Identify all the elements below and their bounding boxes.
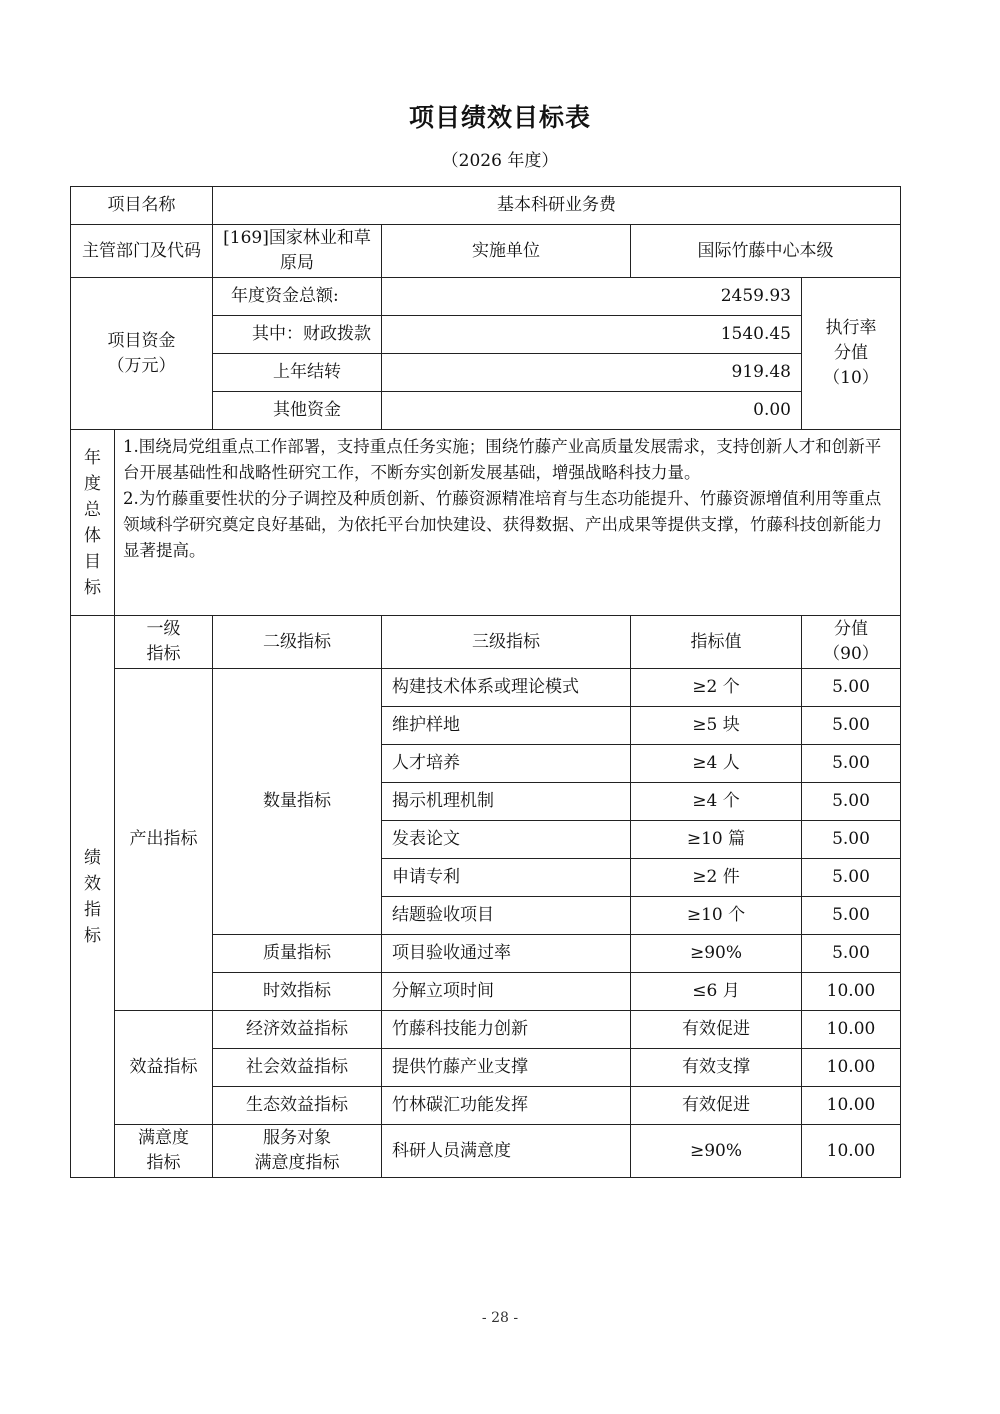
indicator-value: 有效促进 bbox=[631, 1011, 802, 1049]
indicator-score: 5.00 bbox=[802, 821, 901, 859]
goal-label-char: 标 bbox=[84, 577, 101, 598]
goal-label-char: 年 bbox=[84, 447, 101, 468]
exec-rate-line1: 执行率 bbox=[825, 318, 877, 338]
indicator-score: 10.00 bbox=[802, 1049, 901, 1087]
indicator-score: 5.00 bbox=[802, 935, 901, 973]
goal-label-char: 体 bbox=[84, 525, 101, 546]
perf-label-char: 绩 bbox=[84, 847, 101, 868]
indicator-score: 10.00 bbox=[802, 1011, 901, 1049]
exec-rate-line2: 分值 bbox=[834, 343, 868, 363]
indicator-name: 发表论文 bbox=[382, 821, 631, 859]
funds-carryover-label: 上年结转 bbox=[213, 354, 382, 392]
satisfaction-label-line2: 指标 bbox=[146, 1153, 181, 1173]
indicator-value: ≥4 个 bbox=[631, 783, 802, 821]
indicator-name: 维护样地 bbox=[382, 707, 631, 745]
page-title: 项目绩效目标表 bbox=[408, 103, 591, 132]
indicator-name: 提供竹藤产业支撑 bbox=[382, 1049, 631, 1087]
goal-label-char: 总 bbox=[84, 499, 101, 520]
perf-label-char: 效 bbox=[84, 873, 101, 894]
header-level1-line2: 指标 bbox=[146, 644, 181, 664]
indicator-value: 有效促进 bbox=[631, 1087, 802, 1125]
output-indicator-label: 产出指标 bbox=[115, 669, 213, 1011]
goal-paragraph-1: 1.围绕局党组重点工作部署，支持重点任务实施；围绕竹藤产业高质量发展需求，支持创新人才和创新平台开展基础性和战略性研究工作，不断夯实创新发展基础，增强战略科技力量。 bbox=[123, 437, 882, 482]
timeliness-indicator-label: 时效指标 bbox=[213, 973, 382, 1011]
goal-label bbox=[71, 430, 115, 616]
funds-other-value: 0.00 bbox=[382, 392, 802, 430]
indicator-name: 科研人员满意度 bbox=[382, 1125, 631, 1178]
indicator-score: 5.00 bbox=[802, 859, 901, 897]
satisfaction-sub-label bbox=[213, 1125, 382, 1178]
goal-paragraph-2: 2.为竹藤重要性状的分子调控及种质创新、竹藤资源精准培育与生态功能提升、竹藤资源增值利用等重点领域科学研究奠定良好基础，为依托平台加快建设、获得数据、产出成果等提供支撑，竹藤科技创新能力显著提高。 bbox=[123, 489, 882, 560]
header-value: 指标值 bbox=[631, 616, 802, 669]
header-score-line2: （90） bbox=[823, 644, 879, 664]
funds-fiscal-label: 其中：财政拨款 bbox=[213, 316, 382, 354]
goal-label-char: 度 bbox=[84, 473, 101, 494]
header-level2: 二级指标 bbox=[213, 616, 382, 669]
indicator-score: 5.00 bbox=[802, 745, 901, 783]
indicator-name: 人才培养 bbox=[382, 745, 631, 783]
perf-label bbox=[71, 616, 115, 1178]
exec-rate-score bbox=[802, 278, 901, 430]
header-score bbox=[802, 616, 901, 669]
unit-label: 实施单位 bbox=[382, 225, 631, 278]
perf-label-char: 指 bbox=[84, 899, 101, 920]
indicator-name: 结题验收项目 bbox=[382, 897, 631, 935]
perf-label-char: 标 bbox=[84, 925, 101, 946]
indicator-score: 10.00 bbox=[802, 1087, 901, 1125]
indicator-name: 项目验收通过率 bbox=[382, 935, 631, 973]
goal-text bbox=[115, 430, 901, 616]
indicator-value: ≥10 个 bbox=[631, 897, 802, 935]
indicator-score: 5.00 bbox=[802, 783, 901, 821]
satisfaction-label-line1: 满意度 bbox=[138, 1128, 189, 1148]
funds-label bbox=[71, 278, 213, 430]
indicator-score: 5.00 bbox=[802, 897, 901, 935]
header-score-line1: 分值 bbox=[834, 619, 868, 639]
indicator-value: ≥5 块 bbox=[631, 707, 802, 745]
header-level1-line1: 一级 bbox=[146, 619, 181, 639]
indicator-name: 竹藤科技能力创新 bbox=[382, 1011, 631, 1049]
benefit-sub-label: 经济效益指标 bbox=[213, 1011, 382, 1049]
quantity-indicator-label: 数量指标 bbox=[213, 669, 382, 935]
benefit-sub-label: 生态效益指标 bbox=[213, 1087, 382, 1125]
satisfaction-sub-line2: 满意度指标 bbox=[254, 1153, 340, 1173]
indicator-score: 10.00 bbox=[802, 973, 901, 1011]
header-level3: 三级指标 bbox=[382, 616, 631, 669]
goal-label-char: 目 bbox=[84, 551, 101, 572]
indicator-value: ≥90% bbox=[631, 935, 802, 973]
indicator-value: 有效支撑 bbox=[631, 1049, 802, 1087]
dept-value: [169]国家林业和草原局 bbox=[213, 225, 382, 278]
benefit-sub-label: 社会效益指标 bbox=[213, 1049, 382, 1087]
funds-total-label: 年度资金总额: bbox=[213, 278, 382, 316]
funds-carryover-value: 919.48 bbox=[382, 354, 802, 392]
project-name-value: 基本科研业务费 bbox=[213, 187, 901, 225]
indicator-score: 5.00 bbox=[802, 707, 901, 745]
satisfaction-sub-line1: 服务对象 bbox=[263, 1128, 331, 1148]
funds-fiscal-value: 1540.45 bbox=[382, 316, 802, 354]
indicator-name: 构建技术体系或理论模式 bbox=[382, 669, 631, 707]
indicator-value: ≥10 篇 bbox=[631, 821, 802, 859]
indicator-value: ≥2 个 bbox=[631, 669, 802, 707]
performance-table bbox=[70, 186, 901, 1178]
indicator-name: 分解立项时间 bbox=[382, 973, 631, 1011]
indicator-name: 揭示机理机制 bbox=[382, 783, 631, 821]
indicator-score: 5.00 bbox=[802, 669, 901, 707]
project-name-label: 项目名称 bbox=[71, 187, 213, 225]
indicator-value: ≥90% bbox=[631, 1125, 802, 1178]
page-number: - 28 - bbox=[481, 1310, 519, 1326]
indicator-value: ≤6 月 bbox=[631, 973, 802, 1011]
indicator-score: 10.00 bbox=[802, 1125, 901, 1178]
dept-label: 主管部门及代码 bbox=[71, 225, 213, 278]
funds-label-line2: （万元） bbox=[107, 355, 176, 376]
funds-total-value: 2459.93 bbox=[382, 278, 802, 316]
funds-label-line1: 项目资金 bbox=[107, 330, 176, 351]
satisfaction-indicator-label bbox=[115, 1125, 213, 1178]
unit-value: 国际竹藤中心本级 bbox=[631, 225, 901, 278]
header-level1 bbox=[115, 616, 213, 669]
benefit-indicator-label: 效益指标 bbox=[115, 1011, 213, 1125]
quality-indicator-label: 质量指标 bbox=[213, 935, 382, 973]
exec-rate-line3: （10） bbox=[823, 368, 879, 388]
indicator-value: ≥2 件 bbox=[631, 859, 802, 897]
page-subtitle: （2026 年度） bbox=[441, 151, 559, 171]
indicator-name: 申请专利 bbox=[382, 859, 631, 897]
indicator-value: ≥4 人 bbox=[631, 745, 802, 783]
funds-other-label: 其他资金 bbox=[213, 392, 382, 430]
indicator-name: 竹林碳汇功能发挥 bbox=[382, 1087, 631, 1125]
